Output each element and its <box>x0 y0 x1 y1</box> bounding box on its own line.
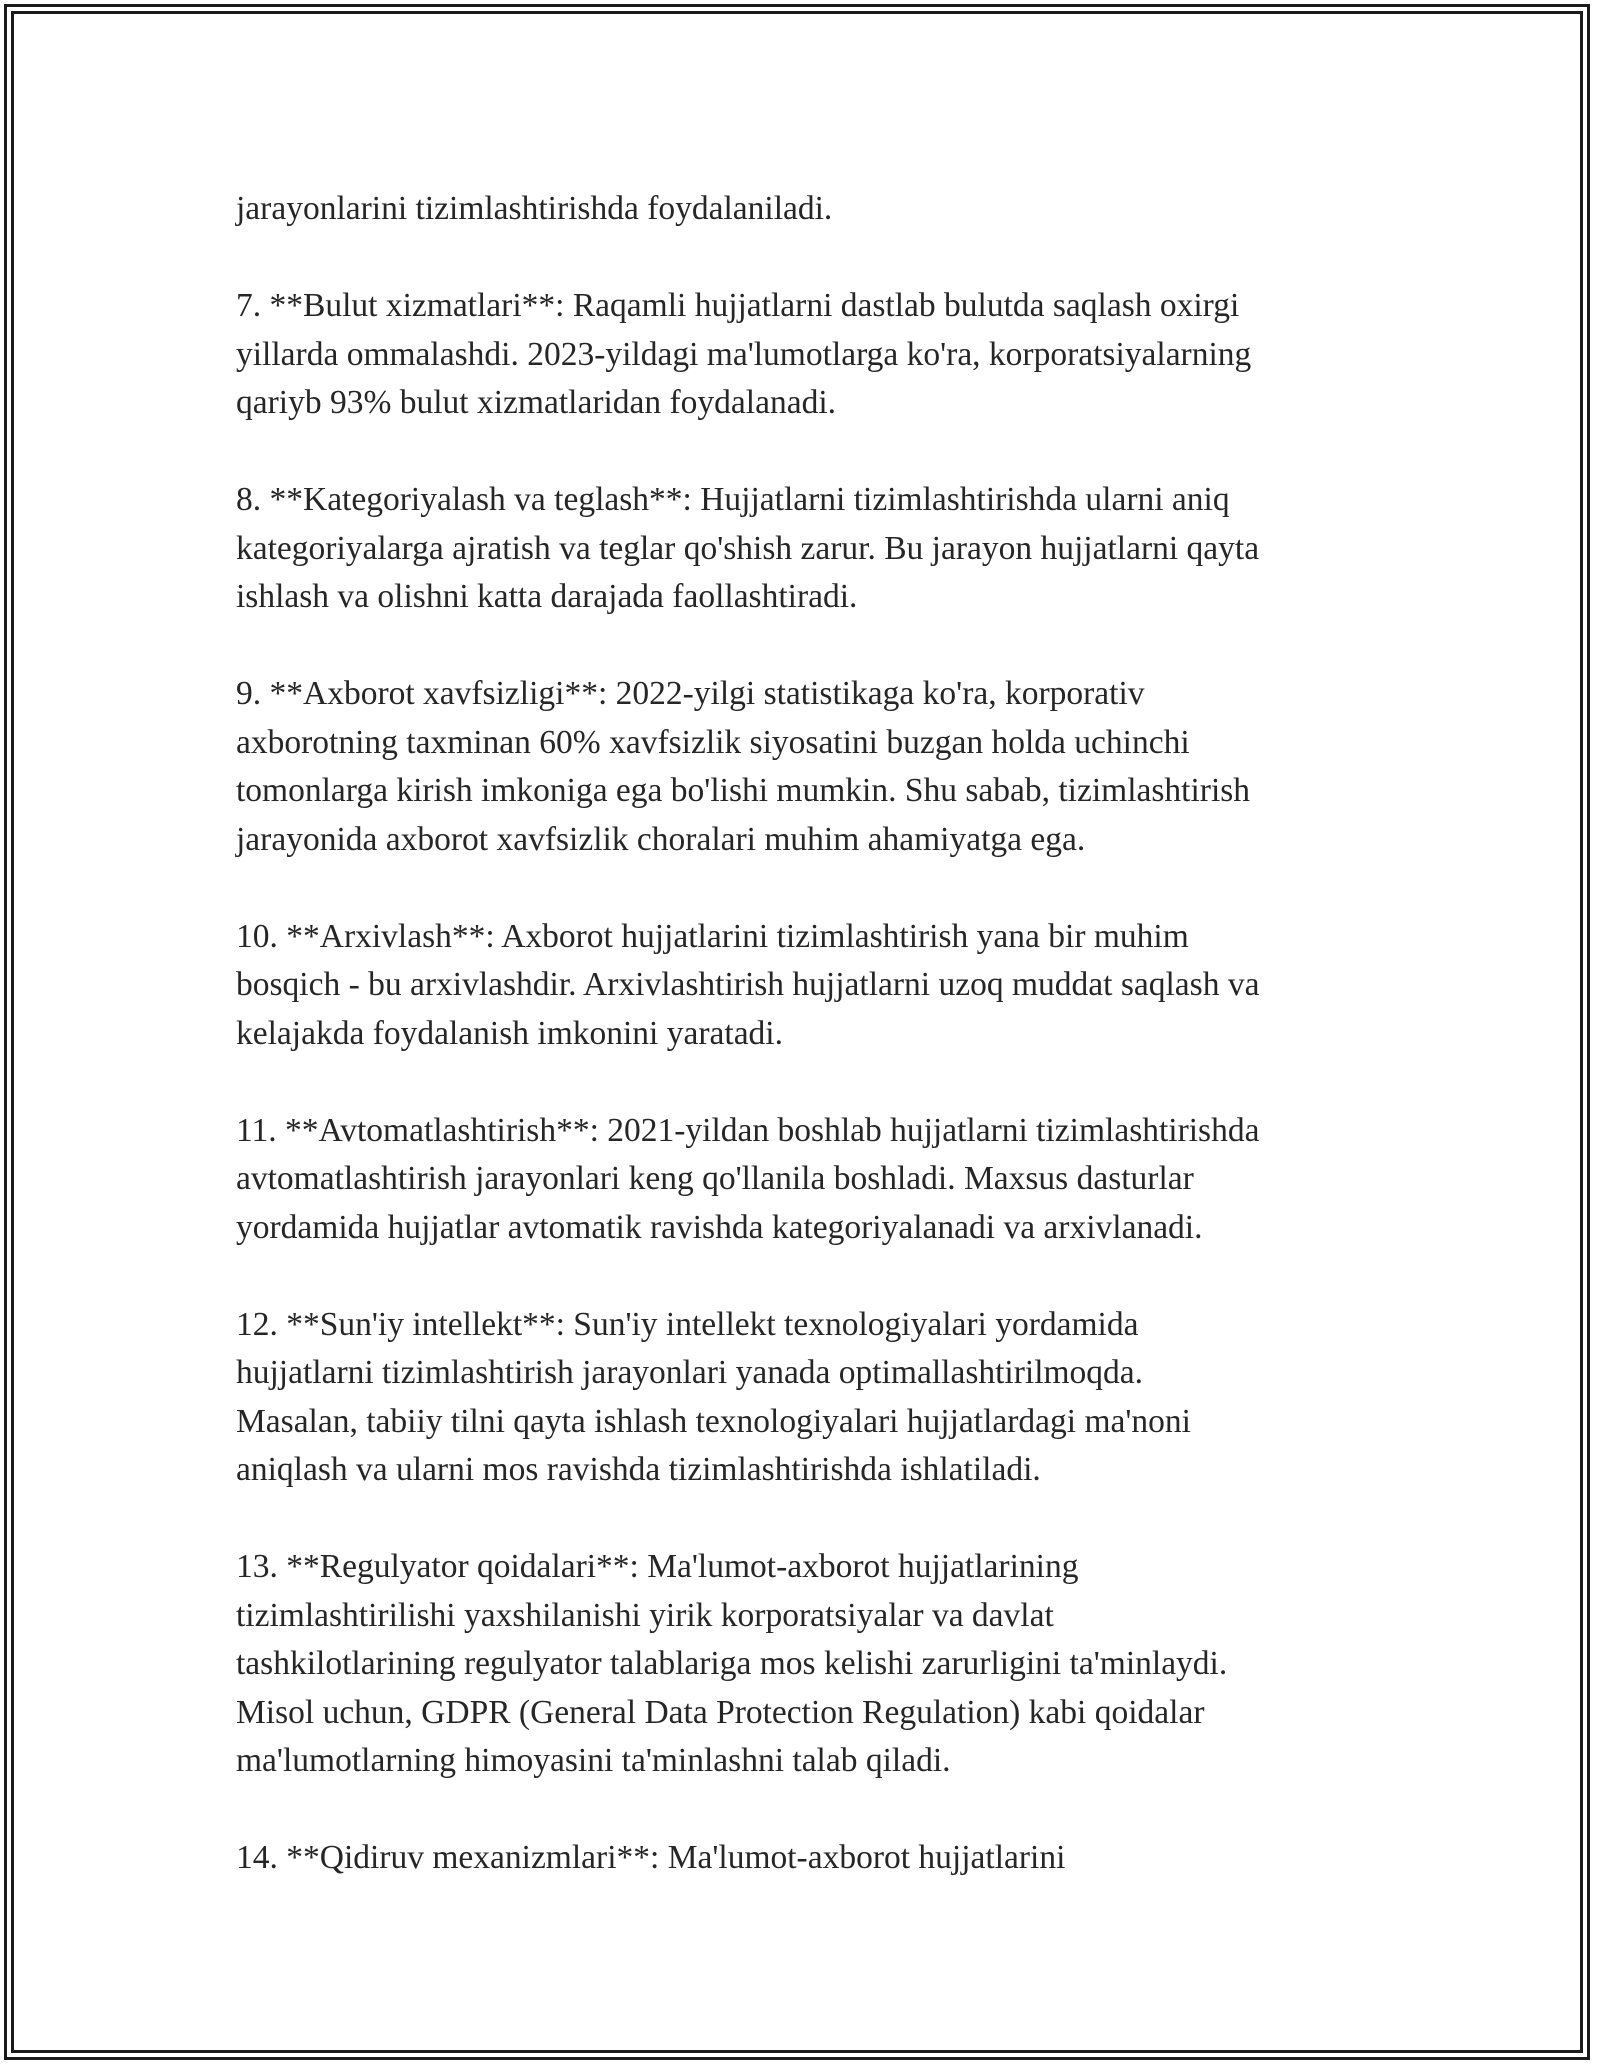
text-line: 10. **Arxivlash**: Axborot hujjatlarini tizimlashtirish yana bir muhim <box>236 917 1189 955</box>
text-line: ishlash va olishni katta darajada faollashtiradi. <box>236 578 858 615</box>
paragraph-9 <box>236 670 1376 864</box>
text-line: kategoriyalarga ajratish va teglar qo'shish zarur. Bu jarayon hujjatlarni qayta <box>236 529 1260 567</box>
text-line: 9. **Axborot xavfsizligi**: 2022-yilgi statistikaga ko'ra, korporativ <box>236 675 1145 712</box>
text-line: 8. **Kategoriyalash va teglash**: Hujjatlarni tizimlashtirishda ularni aniq <box>236 481 1230 518</box>
text-line: tomonlarga kirish imkoniga ega bo'lishi mumkin. Shu sabab, tizimlashtirish <box>236 772 1251 809</box>
text-line: hujjatlarni tizimlashtirish jarayonlari yanada optimallashtirilmoqda. <box>236 1354 1144 1391</box>
paragraph-7 <box>236 282 1376 428</box>
paragraph-8 <box>236 476 1376 622</box>
document-body <box>236 185 1376 1883</box>
text-line: jarayonida axborot xavfsizlik choralari muhim ahamiyatga ega. <box>236 820 1086 858</box>
text-line: kelajakda foydalanish imkonini yaratadi. <box>236 1014 783 1052</box>
text-line: aniqlash va ularni mos ravishda tizimlashtirishda ishlatiladi. <box>236 1451 1041 1488</box>
text-line: Masalan, tabiiy tilni qayta ishlash texnologiyalari hujjatlardagi ma'noni <box>236 1402 1191 1440</box>
text-line: yillarda ommalashdi. 2023-yildagi ma'lumotlarga ko'ra, korporatsiyalarning <box>236 335 1252 373</box>
text-line: tizimlashtirilishi yaxshilanishi yirik korporatsiyalar va davlat <box>236 1596 1054 1634</box>
text-line: tashkilotlarining regulyator talablariga mos kelishi zarurligini ta'minlaydi. <box>236 1645 1228 1682</box>
paragraph-10 <box>236 913 1376 1059</box>
text-line: 12. **Sun'iy intellekt**: Sun'iy intellekt texnologiyalari yordamida <box>236 1305 1139 1343</box>
text-line: 14. **Qidiruv mexanizmlari**: Ma'lumot-axborot hujjatlarini <box>236 1839 1066 1876</box>
text-line: yordamida hujjatlar avtomatik ravishda kategoriyalanadi va arxivlanadi. <box>236 1208 1203 1246</box>
text-line: Misol uchun, GDPR (General Data Protection Regulation) kabi qoidalar <box>236 1693 1205 1731</box>
paragraph-continuation <box>236 185 1376 234</box>
paragraph-14 <box>236 1834 1376 1883</box>
text-line: ma'lumotlarning himoyasini ta'minlashni talab qiladi. <box>236 1742 951 1779</box>
text-line: jarayonlarini tizimlashtirishda foydalaniladi. <box>236 190 833 227</box>
paragraph-13 <box>236 1543 1376 1786</box>
text-line: qariyb 93% bulut xizmatlaridan foydalanadi. <box>236 384 837 421</box>
text-line: 11. **Avtomatlashtirish**: 2021-yildan boshlab hujjatlarni tizimlashtirishda <box>236 1111 1260 1149</box>
text-line: 7. **Bulut xizmatlari**: Raqamli hujjatlarni dastlab bulutda saqlash oxirgi <box>236 287 1240 324</box>
text-line: 13. **Regulyator qoidalari**: Ma'lumot-axborot hujjatlarining <box>236 1548 1079 1585</box>
text-line: axborotning taxminan 60% xavfsizlik siyosatini buzgan holda uchinchi <box>236 723 1190 761</box>
text-line: bosqich - bu arxivlashdir. Arxivlashtirish hujjatlarni uzoq muddat saqlash va <box>236 966 1260 1003</box>
paragraph-12 <box>236 1301 1376 1495</box>
text-line: avtomatlashtirish jarayonlari keng qo'llanila boshladi. Maxsus dasturlar <box>236 1160 1194 1197</box>
paragraph-11 <box>236 1107 1376 1253</box>
